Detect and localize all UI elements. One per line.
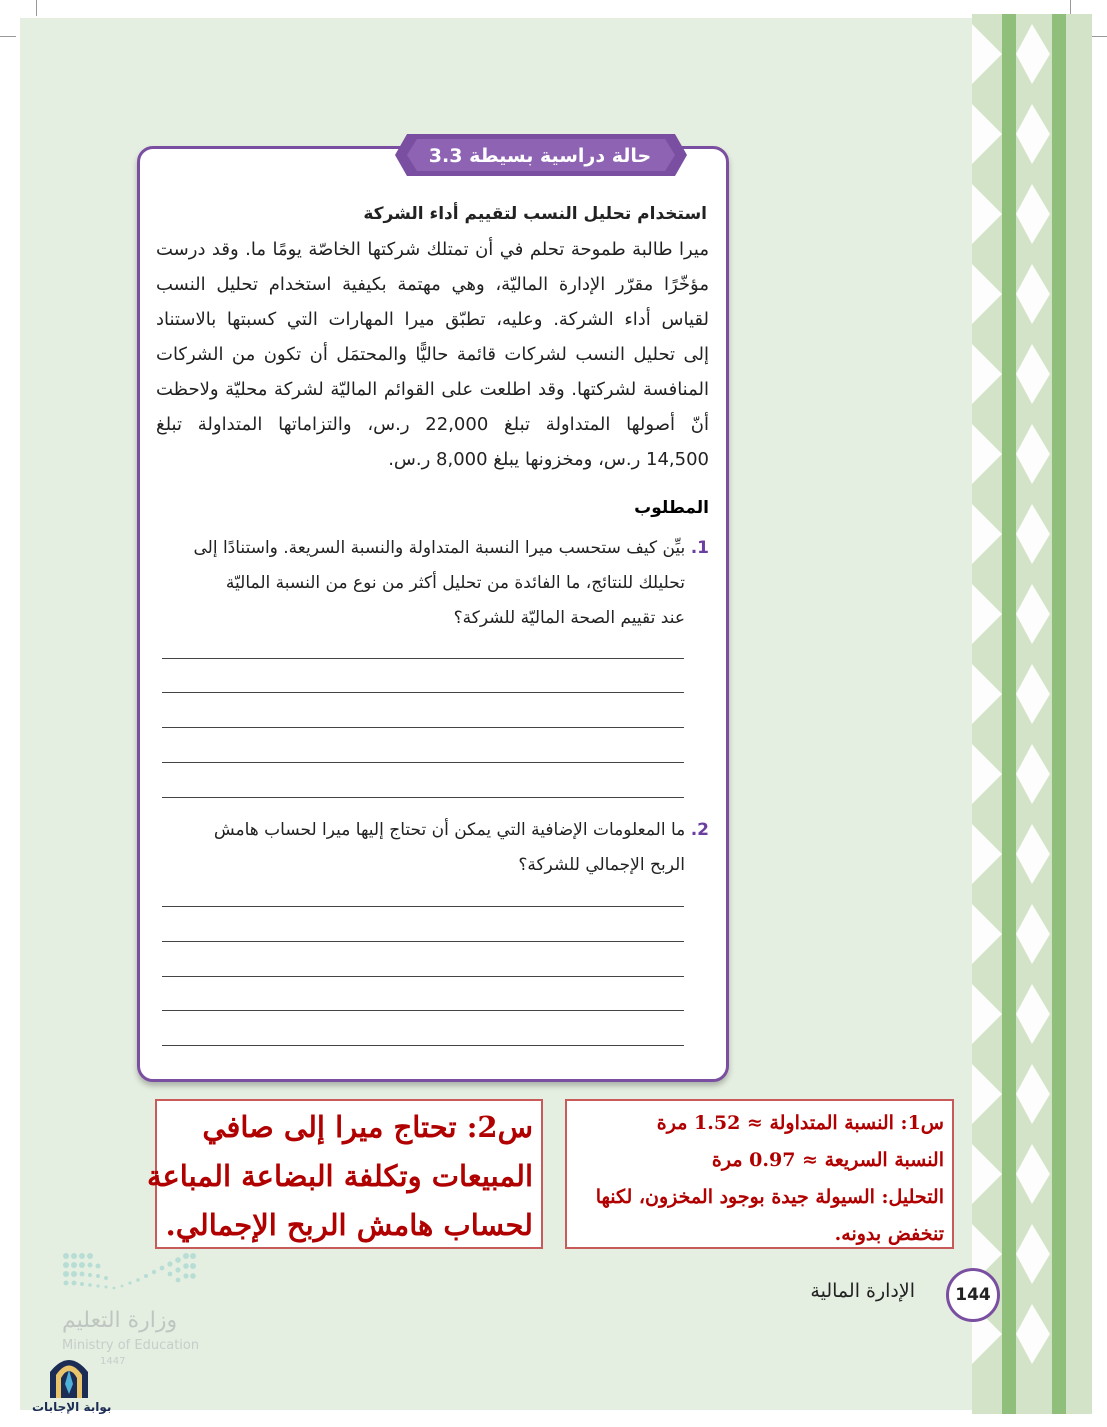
ministry-name-ar: وزارة التعليم xyxy=(62,1308,178,1333)
ministry-year: 1447 xyxy=(100,1356,126,1367)
case-study-title: حالة دراسية بسيطة 3.3 xyxy=(428,145,652,167)
answer-box-q1 xyxy=(565,1099,954,1249)
answer-line-text: س2: تحتاج ميرا إلى صافي xyxy=(202,1110,533,1144)
paragraph-line: إلى تحليل النسب لشركات قائمة حاليًّا والمحتمَل أن تكون من الشركات xyxy=(156,344,709,365)
question-number: 1. xyxy=(690,538,709,558)
answer-line[interactable] xyxy=(162,976,684,977)
paragraph-line: لقياس أداء الشركة. وعليه، تطبّق ميرا المهارات التي كسبتها بالاستناد xyxy=(156,309,709,330)
answer-line-text: تنخفض بدونه. xyxy=(834,1223,944,1245)
answer-line-text: المبيعات وتكلفة البضاعة المباعة xyxy=(146,1159,533,1193)
answer-line[interactable] xyxy=(162,1045,684,1046)
question-2-line: الربح الإجمالي للشركة؟ xyxy=(518,855,685,875)
answer-line[interactable] xyxy=(162,727,684,728)
case-heading: استخدام تحليل النسب لتقييم أداء الشركة xyxy=(363,204,707,224)
answer-line[interactable] xyxy=(162,658,684,659)
answer-line[interactable] xyxy=(162,906,684,907)
answer-box-q2 xyxy=(146,1099,543,1249)
answer-line[interactable] xyxy=(162,941,684,942)
crop-mark xyxy=(36,0,37,16)
answer-line[interactable] xyxy=(162,797,684,798)
answer-line-text: لحساب هامش الربح الإجمالي. xyxy=(165,1208,533,1242)
paragraph-line: 14,500 ر.س، ومخزونها يبلغ 8,000 ر.س. xyxy=(388,449,709,470)
paragraph-line: المنافسة لشركتها. وقد اطلعت على القوائم الماليّة لشركة محليّة ولاحظت xyxy=(156,379,709,400)
subject-title: الإدارة المالية xyxy=(810,1280,915,1302)
question-text: بيِّن كيف ستحسب ميرا النسبة المتداولة والنسبة السريعة. واستنادًا إلى xyxy=(193,538,686,558)
ministry-logo-dots-icon xyxy=(62,1250,197,1296)
question-2-line xyxy=(156,820,709,840)
paragraph-line: أنّ أصولها المتداولة تبلغ 22,000 ر.س، والتزاماتها المتداولة تبلغ xyxy=(156,414,709,435)
answer-line[interactable] xyxy=(162,692,684,693)
answer-line-text: النسبة السريعة ≈ 0.97 مرة xyxy=(711,1149,944,1171)
answer-line[interactable] xyxy=(162,762,684,763)
page-number: 144 xyxy=(946,1268,1000,1322)
paragraph-line: مؤخّرًا مقرّر الإدارة الماليّة، وهي مهتمة بكيفية استخدام تحليل النسب xyxy=(156,274,709,295)
answers-gate-label: بوابة الإجابات xyxy=(32,1400,112,1414)
question-1-line: عند تقييم الصحة الماليّة للشركة؟ xyxy=(453,608,685,628)
answers-gate-logo-icon xyxy=(44,1350,94,1400)
question-text: ما المعلومات الإضافية التي يمكن أن تحتاج إليها ميرا لحساب هامش xyxy=(213,820,686,840)
answer-line-text: س1: النسبة المتداولة ≈ 1.52 مرة xyxy=(656,1112,944,1134)
answer-line-text: التحليل: السيولة جيدة بوجود المخزون، لكنها xyxy=(595,1186,944,1208)
question-1-line: تحليلك للنتائج، ما الفائدة من تحليل أكثر من نوع من النسبة الماليّة xyxy=(225,573,685,593)
decorative-side-pattern xyxy=(972,14,1092,1414)
paragraph-line: ميرا طالبة طموحة تحلم في أن تمتلك شركتها الخاصّة يومًا ما. وقد درست xyxy=(156,239,709,260)
crop-mark xyxy=(0,36,16,37)
ministry-name-en: Ministry of Education xyxy=(62,1338,200,1353)
required-heading: المطلوب xyxy=(634,498,709,518)
answer-line[interactable] xyxy=(162,1010,684,1011)
question-1-line xyxy=(156,538,709,558)
question-number: 2. xyxy=(690,820,709,840)
crop-mark xyxy=(1090,36,1107,37)
